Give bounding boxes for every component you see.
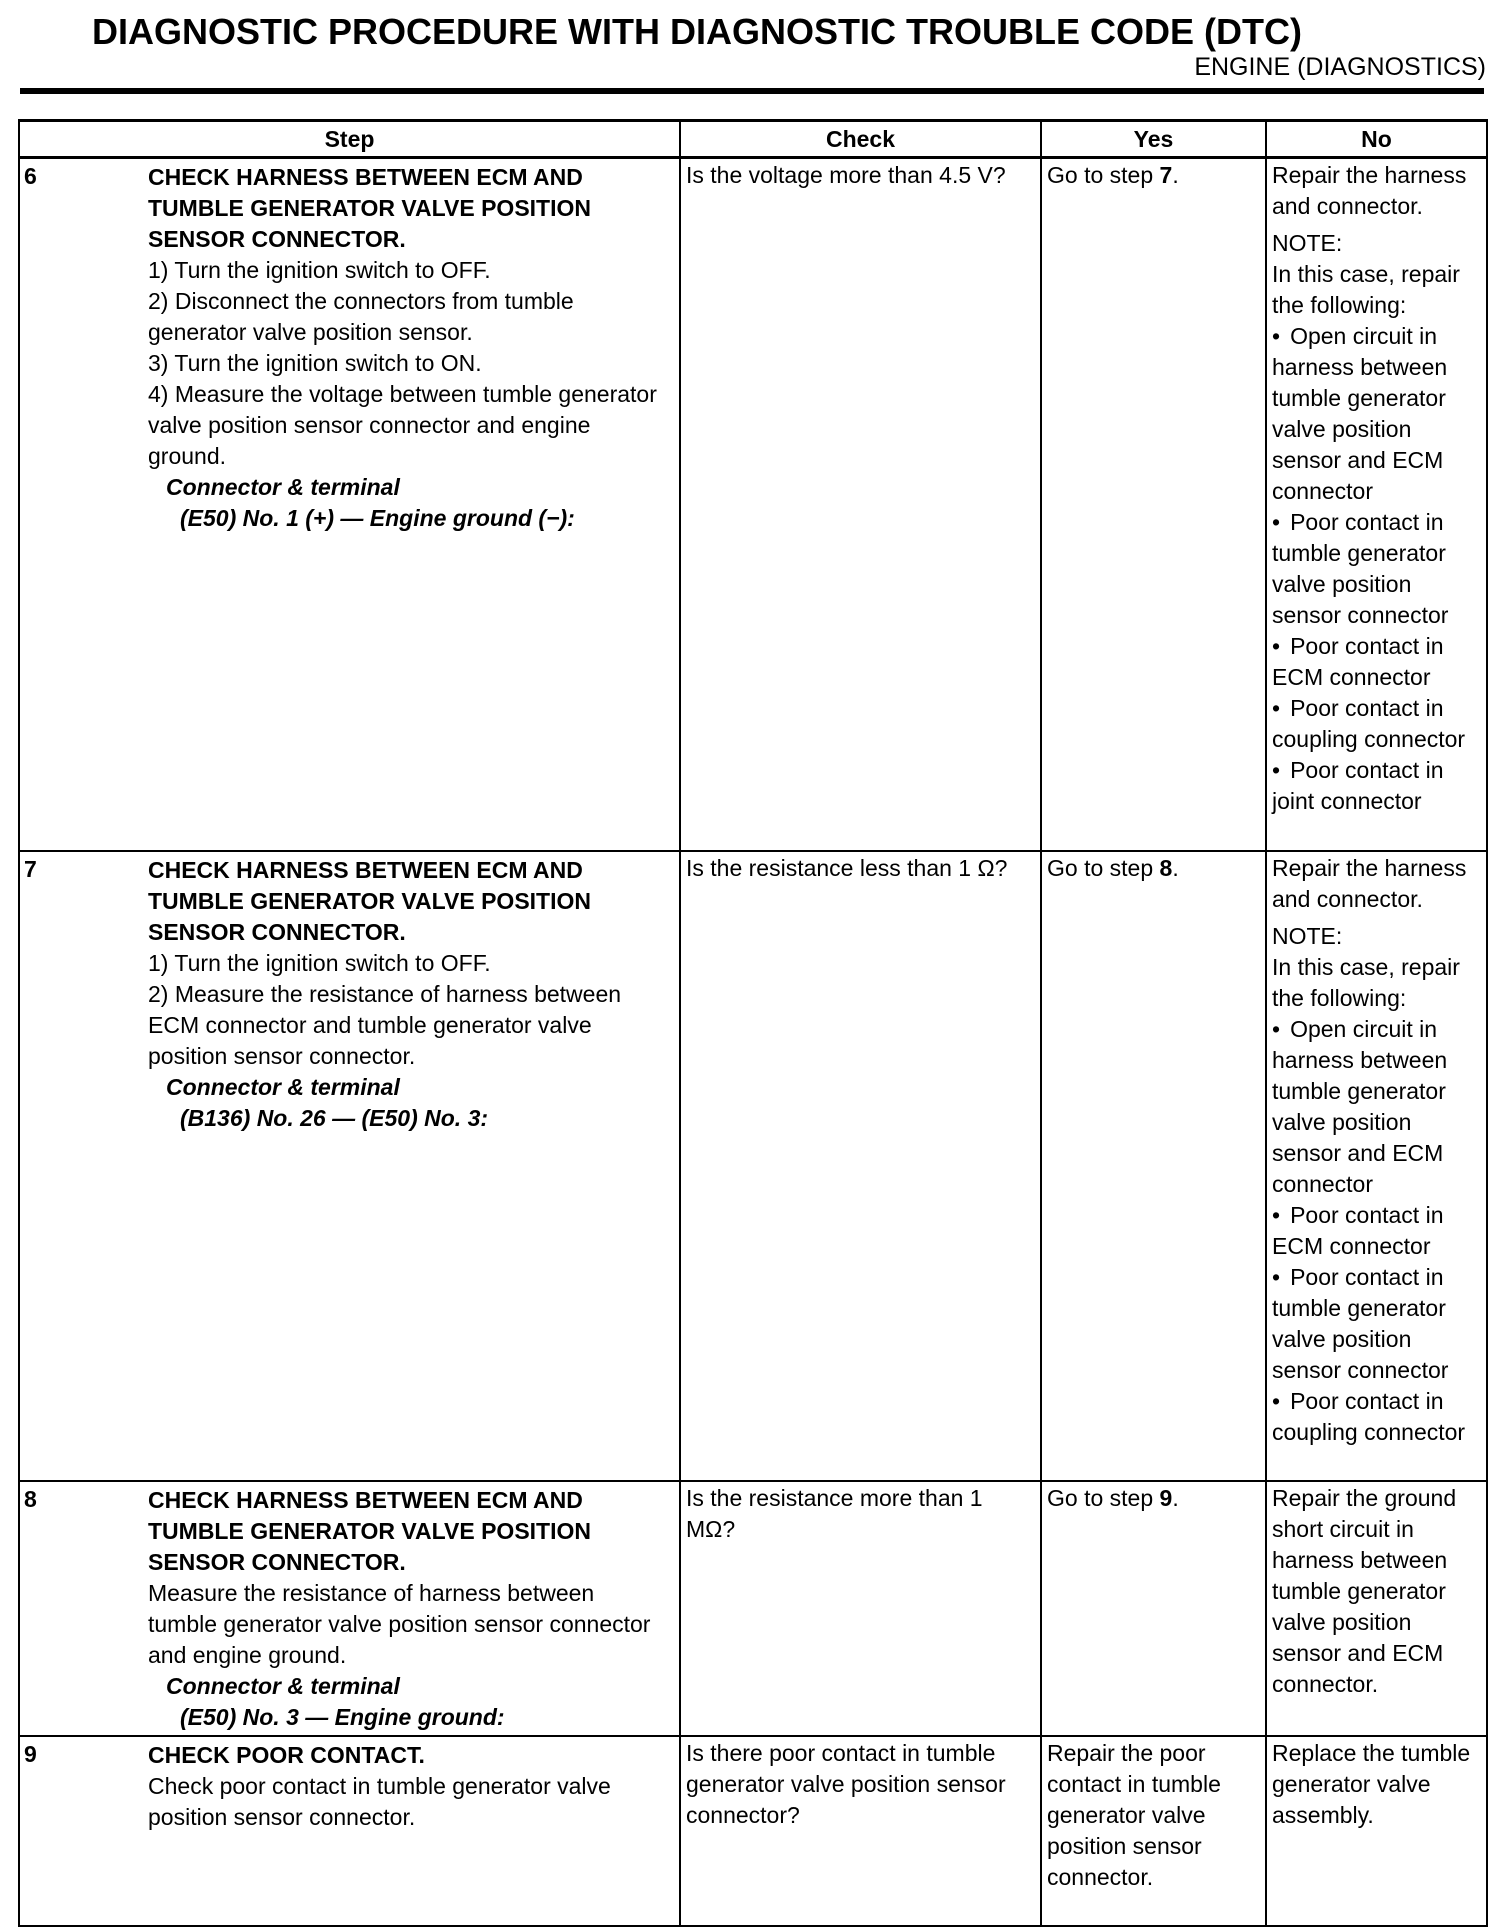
note-bullet-item: • Poor contact in ECM connector [1272,631,1481,693]
note-bullet-item: • Poor contact in tumble generator valve position sensor connector [1272,507,1481,631]
check-question: Is the resistance more than 1 MΩ? [686,1484,983,1542]
yes-step-link: 8 [1159,854,1173,881]
column-header-yes: Yes [1041,121,1266,158]
no-cell [1266,158,1487,851]
note-label: NOTE: [1272,922,1343,949]
yes-step-link: 9 [1159,1484,1173,1511]
procedure-line: 3) Turn the ignition switch to ON. [148,350,482,376]
note-label: NOTE: [1272,230,1343,256]
page-subtitle: ENGINE (DIAGNOSTICS) [1194,53,1486,81]
check-cell [680,1736,1041,1926]
no-cell [1266,1736,1487,1926]
procedure-line: 4) Measure the voltage between tumble generator valve position sensor connector and engine ground. [148,381,657,469]
yes-prefix: Go to step [1047,854,1160,881]
step-cell [19,158,680,851]
note-bullet-item: • Open circuit in harness between tumble generator valve position sensor and ECM connector [1272,321,1481,507]
yes-prefix: Go to step [1047,1484,1160,1511]
check-cell [680,1481,1041,1736]
no-action: Repair the harness and connector. [1272,162,1467,219]
table-row-step-9 [19,1736,1487,1926]
connector-terminal-value: (E50) No. 3 — Engine ground: [180,1703,505,1730]
step-cell [19,1481,680,1736]
note-intro: In this case, repair the following: [1272,953,1460,1011]
no-action: Repair the ground short circuit in harness between tumble generator valve position sensor and ECM connector. [1272,1484,1457,1697]
step-number: 7 [24,855,37,882]
table-row-step-8 [19,1481,1487,1736]
note-bullet-item: • Poor contact in ECM connector [1272,1200,1481,1262]
connector-terminal-value: (E50) No. 1 (+) — Engine ground (−): [180,505,575,531]
step-title: CHECK HARNESS BETWEEN ECM AND TUMBLE GENERATOR VALVE POSITION SENSOR CONNECTOR. [148,1486,591,1575]
yes-suffix: . [1172,1484,1179,1511]
check-cell [680,851,1041,1481]
step-number: 6 [24,163,37,189]
yes-prefix: Go to step [1047,162,1160,188]
note-intro: In this case, repair the following: [1272,261,1460,318]
check-question: Is there poor contact in tumble generator valve position sensor connector? [686,1739,1006,1828]
table-header-row [19,121,1487,158]
step-title: CHECK HARNESS BETWEEN ECM AND TUMBLE GENERATOR VALVE POSITION SENSOR CONNECTOR. [148,164,591,252]
check-cell [680,158,1041,851]
step-number: 8 [24,1485,37,1512]
yes-suffix: . [1172,854,1179,881]
step-number: 9 [24,1740,37,1767]
page-title: DIAGNOSTIC PROCEDURE WITH DIAGNOSTIC TROUBLE CODE (DTC) [92,11,1302,52]
yes-cell [1041,1736,1266,1926]
no-action: Repair the harness and connector. [1272,854,1467,912]
note-bullet-item: • Poor contact in coupling connector [1272,693,1481,755]
procedure-line: 1) Turn the ignition switch to OFF. [148,949,491,976]
check-question: Is the voltage more than 4.5 V? [686,162,1006,188]
connector-terminal-label: Connector & terminal [166,1073,400,1100]
yes-cell [1041,158,1266,851]
column-header-no: No [1266,121,1487,158]
diagnostic-procedure-table [18,119,1488,1927]
yes-cell [1041,1481,1266,1736]
table-row-step-6 [19,158,1487,851]
step-title: CHECK POOR CONTACT. [148,1741,425,1768]
procedure-line: 2) Disconnect the connectors from tumble generator valve position sensor. [148,288,574,345]
column-header-step: Step [19,121,680,158]
connector-terminal-label: Connector & terminal [166,1672,400,1699]
procedure-line: 1) Turn the ignition switch to OFF. [148,257,491,283]
note-bullet-item: • Poor contact in joint connector [1272,755,1481,817]
connector-terminal-value: (B136) No. 26 — (E50) No. 3: [180,1104,489,1131]
check-question: Is the resistance less than 1 Ω? [686,854,1008,881]
procedure-line: 2) Measure the resistance of harness between ECM connector and tumble generator valve position sensor connector. [148,980,622,1069]
procedure-line: Measure the resistance of harness between tumble generator valve position sensor connector and engine ground. [148,1579,651,1668]
table-row-step-7 [19,851,1487,1481]
title-divider [20,88,1484,94]
note-bullet-item: • Poor contact in coupling connector [1272,1386,1481,1448]
no-cell [1266,1481,1487,1736]
step-cell [19,1736,680,1926]
procedure-line: Check poor contact in tumble generator valve position sensor connector. [148,1772,611,1830]
step-cell [19,851,680,1481]
yes-cell [1041,851,1266,1481]
yes-action: Repair the poor contact in tumble generator valve position sensor connector. [1047,1739,1221,1890]
note-bullet-item: • Poor contact in tumble generator valve position sensor connector [1272,1262,1481,1386]
yes-step-link: 7 [1159,162,1173,188]
no-cell [1266,851,1487,1481]
note-bullet-item: • Open circuit in harness between tumble generator valve position sensor and ECM connector [1272,1014,1481,1200]
yes-suffix: . [1172,162,1179,188]
column-header-check: Check [680,121,1041,158]
step-title: CHECK HARNESS BETWEEN ECM AND TUMBLE GENERATOR VALVE POSITION SENSOR CONNECTOR. [148,856,591,945]
connector-terminal-label: Connector & terminal [166,474,400,500]
no-action: Replace the tumble generator valve assembly. [1272,1739,1471,1828]
